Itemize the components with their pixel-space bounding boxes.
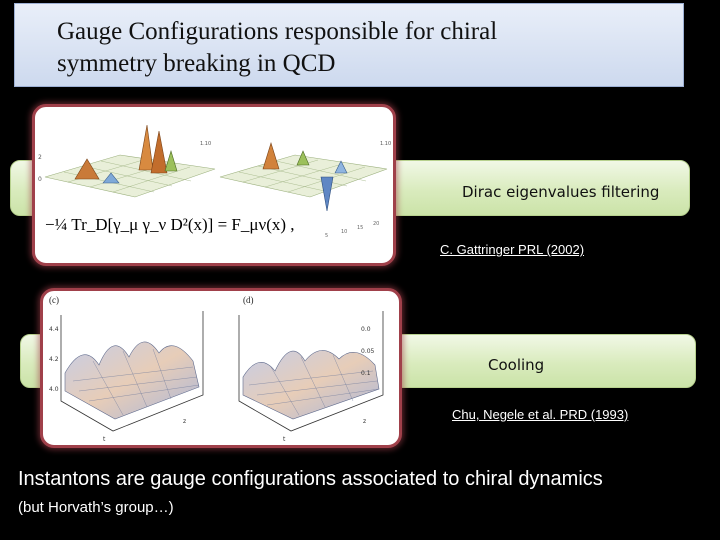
gattringer-reference-link[interactable]: C. Gattringer PRL (2002) [440, 242, 585, 257]
svg-text:t: t [283, 436, 286, 443]
svg-text:4.0: 4.0 [49, 386, 59, 393]
cooling-surface-left [49, 311, 203, 443]
svg-text:z: z [183, 418, 187, 425]
svg-text:5: 5 [325, 233, 329, 239]
cooling-label: Cooling [488, 356, 545, 374]
svg-text:0.05: 0.05 [361, 348, 375, 355]
svg-text:4.4: 4.4 [49, 326, 59, 333]
title-box [14, 3, 684, 87]
svg-text:0.1: 0.1 [361, 370, 371, 377]
field-strength-plots [35, 107, 393, 263]
cooling-surface-plots [43, 291, 399, 445]
title-line-1: Gauge Configurations responsible for chiral [57, 18, 498, 45]
instantons-caption: Instantons are gauge configurations associated to chiral dynamics [18, 468, 603, 490]
svg-text:15: 15 [357, 225, 364, 231]
dirac-filtering-label: Dirac eigenvalues filtering [462, 183, 660, 201]
dirac-field-strength-figure [32, 104, 396, 266]
svg-text:0: 0 [38, 176, 42, 183]
svg-text:10: 10 [341, 229, 348, 235]
svg-text:20: 20 [373, 221, 380, 227]
cooling-surfaces-figure [40, 288, 402, 448]
svg-text:z: z [363, 418, 367, 425]
plot-label-d: (d) [243, 295, 254, 305]
svg-text:t: t [103, 436, 106, 443]
title-line-2: symmetry breaking in QCD [57, 50, 336, 77]
chu-negele-reference-link[interactable]: Chu, Negele et al. PRD (1993) [452, 407, 629, 422]
plot-label-c: (c) [49, 295, 59, 305]
field-strength-surface-left [45, 125, 215, 197]
svg-text:4.2: 4.2 [49, 356, 59, 363]
svg-text:0.0: 0.0 [361, 326, 371, 333]
svg-text:2: 2 [38, 154, 42, 161]
svg-text:1.10: 1.10 [200, 141, 212, 147]
field-strength-surface-right [220, 143, 387, 211]
svg-text:1.10: 1.10 [380, 141, 392, 147]
horvath-caption: (but Horvath’s group…) [18, 499, 174, 516]
slide-title [57, 16, 657, 80]
cooling-surface-right [239, 311, 383, 443]
field-strength-equation: −¼ Tr_D[γ_μ γ_ν D²(x)] = F_μν(x) , [45, 215, 295, 234]
